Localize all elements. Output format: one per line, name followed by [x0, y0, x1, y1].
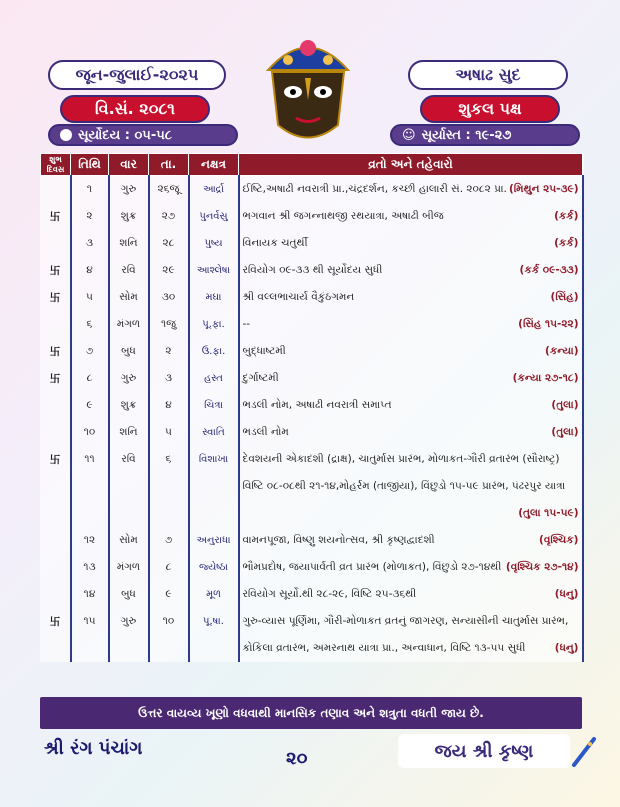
shubh-cell: 卐	[41, 446, 71, 473]
footer-note: ઉત્તર વાયવ્ય ખૂણો વધવાથી માનસિક તણાવ અને શત્રુતા વધતી જાય છે.	[40, 697, 582, 729]
col-nakshatra: નક્ષત્ર	[189, 154, 239, 176]
tithi-cell: ૧૧	[71, 446, 109, 473]
table-row	[41, 527, 583, 554]
shubh-cell: 卐	[41, 365, 71, 392]
date-cell: ૨	[149, 338, 189, 365]
tithi-cell: ૧૦	[71, 419, 109, 446]
date-cell: ૩	[149, 365, 189, 392]
shubh-cell	[41, 554, 71, 581]
col-tithi: તિથિ	[71, 154, 109, 176]
deity-face-image	[258, 30, 358, 150]
festival-cell	[239, 554, 583, 581]
page-number: ૨૦	[286, 748, 308, 769]
nakshatra-cell: જ્યેષ્ઠા	[189, 554, 239, 581]
nakshatra-cell: હસ્ત	[189, 365, 239, 392]
table-row	[41, 635, 583, 662]
nakshatra-cell: સ્વાતિ	[189, 419, 239, 446]
vaar-cell: શુક્ર	[109, 203, 149, 230]
nakshatra-cell: ઉ.ફા.	[189, 338, 239, 365]
table-row	[41, 392, 583, 419]
festival-cell	[239, 473, 583, 500]
nakshatra-cell	[189, 473, 239, 500]
table-row	[41, 608, 583, 635]
tithi-cell: ૩	[71, 230, 109, 257]
festival-cell	[239, 338, 583, 365]
tithi-cell	[71, 500, 109, 527]
date-cell: ૭	[149, 527, 189, 554]
table-row	[41, 581, 583, 608]
festival-text: ભડલી નોમ	[242, 425, 289, 438]
vaar-cell: મંગળ	[109, 311, 149, 338]
nakshatra-cell: પૂ.ફા.	[189, 311, 239, 338]
tithi-cell: ૧૪	[71, 581, 109, 608]
festival-cell	[239, 608, 583, 635]
tithi-cell: ૧	[71, 176, 109, 203]
rashi-text: (કર્ક)	[554, 209, 579, 222]
table-row	[41, 176, 583, 203]
shubh-cell	[41, 230, 71, 257]
sunset-icon: ☺	[402, 127, 416, 143]
festival-cell	[239, 419, 583, 446]
festival-text: ભગવાન શ્રી જગન્નાથજી રથયાત્રા, અષાઢી બીજ	[242, 209, 444, 222]
tithi-cell: ૫	[71, 284, 109, 311]
table-row	[41, 500, 583, 527]
festival-text: વિષ્ટિ ૦૮-૦૮થી ૨૧-૧૪,મોહર્રમ (તાજીયા), વિંછુડો ૧૫-૫૯ પ્રારંભ, પંઢરપુર યાત્રા	[242, 479, 566, 492]
festival-cell	[239, 581, 583, 608]
sunrise-text: સૂર્યોદય : ૦૫-૫૮	[78, 127, 172, 143]
table-row	[41, 203, 583, 230]
festival-cell	[239, 527, 583, 554]
vaar-cell: સોમ	[109, 284, 149, 311]
date-cell	[149, 500, 189, 527]
date-cell: ૨૮	[149, 230, 189, 257]
festival-text: --	[242, 317, 251, 330]
vaar-cell	[109, 500, 149, 527]
sunset-text: સૂર્યાસ્ત : ૧૯-૨૭	[421, 127, 512, 143]
shubh-cell	[41, 581, 71, 608]
nakshatra-cell: આશ્લેષા	[189, 257, 239, 284]
date-cell: ૨૭	[149, 203, 189, 230]
col-date: તા.	[149, 154, 189, 176]
jay-shri-krishna-banner: જય શ્રી કૃષ્ણ	[398, 734, 570, 768]
col-shubh: શુભ દિવસ	[41, 154, 71, 176]
festival-text: ઈષ્ટિ,અષાઢી નવરાત્રી પ્રા.,ચંદ્રદર્શન, કચ્છી હાલારી સં. ૨૦૮૨ પ્રા.	[242, 182, 507, 195]
vaar-cell	[109, 473, 149, 500]
festival-text: વિનાયક ચતુર્થી	[242, 236, 308, 249]
rashi-text: (તુલા)	[551, 425, 579, 438]
vaar-cell: શુક્ર	[109, 392, 149, 419]
date-cell: ૪	[149, 392, 189, 419]
shubh-cell	[41, 419, 71, 446]
rashi-text: (સિંહ ૧૫-૨૨)	[518, 317, 579, 330]
nakshatra-cell: ચિત્રા	[189, 392, 239, 419]
festival-cell	[239, 446, 583, 473]
nakshatra-cell: પુનર્વસુ	[189, 203, 239, 230]
table-row	[41, 257, 583, 284]
rashi-text: (સિંહ)	[550, 290, 579, 303]
tithi-cell: ૧૫	[71, 608, 109, 635]
table-row	[41, 473, 583, 500]
table-row	[41, 311, 583, 338]
brand-name: શ્રી રંગ પંચાંગ	[44, 738, 143, 759]
nakshatra-cell	[189, 635, 239, 662]
tithi-cell: ૪	[71, 257, 109, 284]
date-cell	[149, 635, 189, 662]
tithi-cell: ૭	[71, 338, 109, 365]
festival-text: ભૌમપ્રદોષ, જયાપાર્વતી વ્રત પ્રારંભ (મોળાકત), વિંછુડો ૨૭-૧૪થી	[242, 560, 502, 573]
festival-cell	[239, 257, 583, 284]
masa-label: અષાઢ સુદ	[408, 60, 568, 90]
tithi-cell: ૧૨	[71, 527, 109, 554]
shubh-cell: 卐	[41, 257, 71, 284]
shubh-cell: 卐	[41, 338, 71, 365]
date-cell: ૨૯	[149, 257, 189, 284]
vaar-cell: મંગળ	[109, 554, 149, 581]
rashi-text: (તુલા ૧૫-૫૯)	[518, 506, 579, 519]
date-cell: ૧જુ	[149, 311, 189, 338]
tithi-cell: ૮	[71, 365, 109, 392]
table-row	[41, 230, 583, 257]
festival-cell	[239, 311, 583, 338]
nakshatra-cell: પૂ.ષા.	[189, 608, 239, 635]
tithi-cell	[71, 473, 109, 500]
vaar-cell: બુધ	[109, 338, 149, 365]
rashi-text: (કન્યા ૨૭-૧૮)	[512, 371, 579, 384]
festival-text: દેવશયની એકાદશી (દ્રાક્ષ), ચાતુર્માસ પ્રારંભ, મોળાકત-ગૌરી વ્રતારંભ (સૌરાષ્ટ્ર)	[242, 452, 560, 465]
rashi-text: (તુલા)	[551, 398, 579, 411]
tithi-cell: ૧૩	[71, 554, 109, 581]
shubh-cell: 卐	[41, 203, 71, 230]
festival-text: રવિયોગ સૂર્યો.થી ૨૮-૨૯, વિષ્ટિ ૨૫-૩૬થી	[242, 587, 417, 600]
sunset-label	[390, 124, 580, 146]
table-row	[41, 338, 583, 365]
table-row	[41, 365, 583, 392]
festival-text: વામનપૂજા, વિષ્ણુ શયનોત્સવ, શ્રી કૃષ્ણદ્વાદશી	[242, 533, 435, 546]
calendar-table	[40, 153, 584, 662]
vaar-cell: બુધ	[109, 581, 149, 608]
festival-cell	[239, 284, 583, 311]
festival-cell	[239, 500, 583, 527]
rashi-text: (કન્યા)	[545, 344, 579, 357]
vaar-cell: રવિ	[109, 257, 149, 284]
shubh-cell	[41, 311, 71, 338]
date-cell: ૧૦	[149, 608, 189, 635]
sun-icon	[60, 129, 72, 141]
shubh-cell: 卐	[41, 284, 71, 311]
nakshatra-cell	[189, 500, 239, 527]
date-cell: ૩૦	[149, 284, 189, 311]
date-cell: ૨૬જૂ	[149, 176, 189, 203]
nakshatra-cell: વિશાખા	[189, 446, 239, 473]
date-cell: ૮	[149, 554, 189, 581]
shubh-cell	[41, 500, 71, 527]
vaar-cell: ગુરુ	[109, 365, 149, 392]
rashi-text: (ધનુ)	[554, 641, 579, 654]
festival-text: બુદ્ધાષ્ટમી	[242, 344, 286, 357]
table-row	[41, 284, 583, 311]
table-header	[41, 154, 583, 176]
vaar-cell: શનિ	[109, 230, 149, 257]
festival-cell	[239, 230, 583, 257]
rashi-text: (ધનુ)	[554, 587, 579, 600]
tithi-cell: ૨	[71, 203, 109, 230]
table-row	[41, 554, 583, 581]
vaar-cell: શનિ	[109, 419, 149, 446]
nakshatra-cell: મઘા	[189, 284, 239, 311]
date-cell: ૬	[149, 446, 189, 473]
rashi-text: (મિથુન ૨૫-૩૯)	[508, 182, 579, 195]
col-vaar: વાર	[109, 154, 149, 176]
shubh-cell	[41, 527, 71, 554]
vaar-cell	[109, 635, 149, 662]
festival-text: ગુરુ-વ્યાસ પૂર્ણિમા, ગૌરી-મોળાકત વ્રતનું જાગરણ, સન્યાસીની ચાતુર્માસ પ્રારંભ,	[242, 614, 569, 627]
samvat-label: વિ.સં. ૨૦૮૧	[60, 95, 210, 123]
rashi-text: (કર્ક ૦૯-૩૩)	[519, 263, 579, 276]
paksha-label: શુકલ પક્ષ	[420, 95, 560, 123]
festival-text: દુર્ગાષ્ટમી	[242, 371, 279, 384]
nakshatra-cell: આર્દ્રા	[189, 176, 239, 203]
festival-cell	[239, 635, 583, 662]
table-row	[41, 446, 583, 473]
festival-text: રવિયોગ ૦૯-૩૩ થી સૂર્યોદય સુધી	[242, 263, 383, 276]
vaar-cell: ગુરુ	[109, 176, 149, 203]
rashi-text: (કર્ક)	[554, 236, 579, 249]
tithi-cell	[71, 635, 109, 662]
nakshatra-cell: અનુરાધા	[189, 527, 239, 554]
shubh-cell	[41, 473, 71, 500]
festival-cell	[239, 365, 583, 392]
vaar-cell: સોમ	[109, 527, 149, 554]
festival-cell	[239, 203, 583, 230]
festival-text: કોકિલા વ્રતારંભ, અમરનાથ યાત્રા પ્રા., અન્વાધાન, વિષ્ટિ ૧૩-૫૫ સુધી	[242, 641, 526, 654]
date-cell: ૯	[149, 581, 189, 608]
flute-icon	[570, 735, 598, 769]
shubh-cell	[41, 176, 71, 203]
sunrise-label	[48, 124, 238, 146]
tithi-cell: ૬	[71, 311, 109, 338]
shubh-cell	[41, 392, 71, 419]
festival-text: ભડલી નોમ, અષાઢી નવરાત્રી સમાપ્ત	[242, 398, 392, 411]
festival-cell	[239, 176, 583, 203]
vaar-cell: ગુરુ	[109, 608, 149, 635]
col-festivals: વ્રતો અને તહેવારો	[239, 154, 583, 176]
rashi-text: (વૃશ્ચિક ૨૭-૧૪)	[505, 560, 579, 573]
date-cell	[149, 473, 189, 500]
month-label: જૂન-જુલાઈ-૨૦૨૫	[48, 60, 226, 90]
nakshatra-cell: મૂળ	[189, 581, 239, 608]
vaar-cell: રવિ	[109, 446, 149, 473]
festival-cell	[239, 392, 583, 419]
table-row	[41, 419, 583, 446]
date-cell: ૫	[149, 419, 189, 446]
tithi-cell: ૯	[71, 392, 109, 419]
rashi-text: (વૃશ્ચિક)	[539, 533, 579, 546]
shubh-cell: 卐	[41, 608, 71, 635]
nakshatra-cell: પુષ્ય	[189, 230, 239, 257]
festival-text: શ્રી વલ્લભાચાર્ય વૈકુંઠગમન	[242, 290, 355, 303]
shubh-cell	[41, 635, 71, 662]
